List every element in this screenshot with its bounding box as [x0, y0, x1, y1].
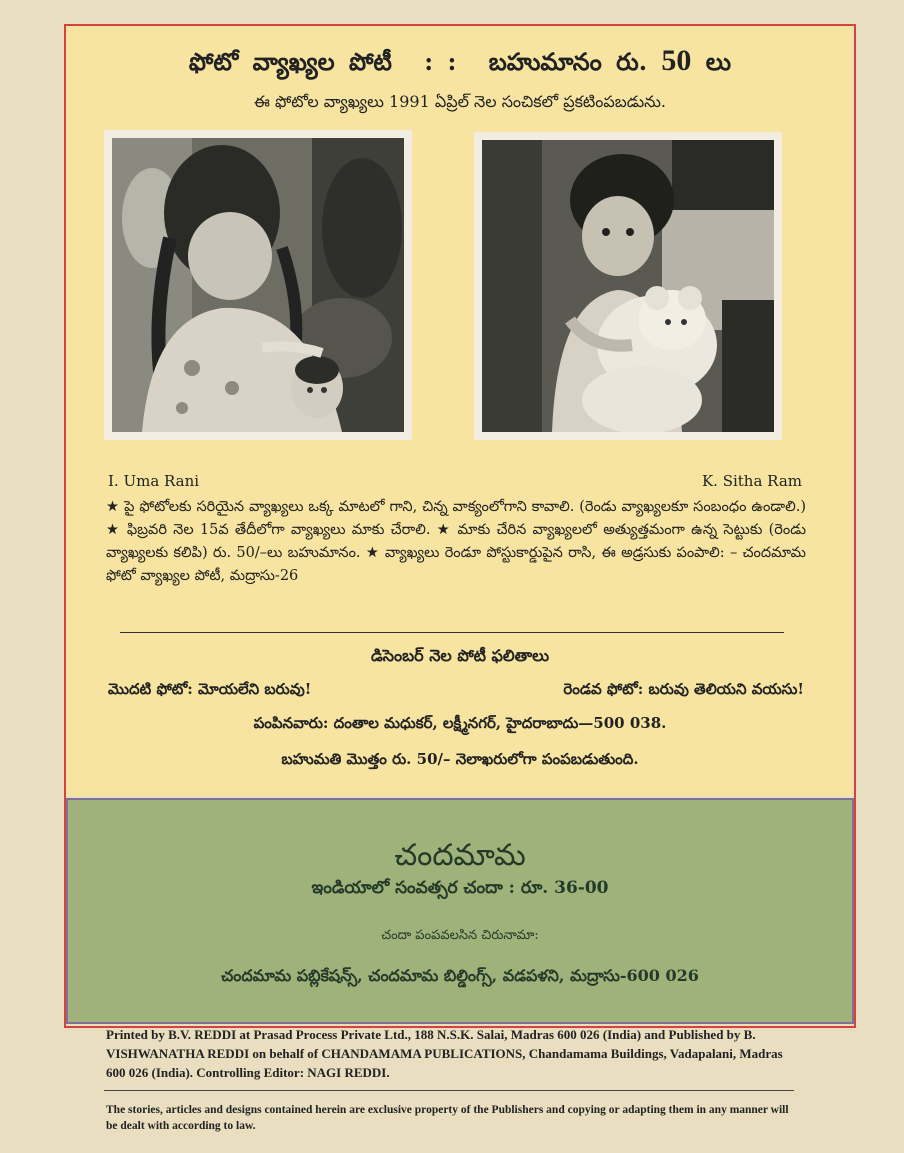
photo-girl-with-doll — [104, 130, 412, 440]
prize-label: బహుమానం రు. — [488, 47, 648, 76]
subscription-address: చందమామ పబ్లికేషన్స్, చందమామ బిల్డింగ్స్, వడపళని, మద్రాసు-600 026 — [221, 966, 699, 985]
address-label: చందా పంపవలసిన చిరునామా: — [381, 928, 539, 943]
header-separator: : : — [424, 47, 457, 76]
contest-header — [90, 44, 830, 82]
child-with-teddy-image — [482, 140, 774, 432]
prize-unit: లు — [705, 47, 732, 76]
right-photo-credit: K. Sitha Ram — [701, 472, 802, 490]
winner-sender: పంపినవారు: దంతాల మధుకర్, లక్ష్మీనగర్, హైదరాబాదు—500 038. — [253, 714, 667, 732]
prize-note: బహుమతి మొత్తం రు. 50/– నెలాఖరులోగా పంపబడుతుంది. — [281, 750, 639, 768]
girl-with-doll-image — [112, 138, 404, 432]
contest-subtitle: ఈ ఫోటోల వ్యాఖ్యలు 1991 ఏప్రిల్ నెల సంచికలో ప్రకటింపబడును. — [254, 92, 666, 111]
left-photo-credit: I. Uma Rani — [108, 472, 200, 490]
subscription-rate: ఇండియాలో సంవత్సర చందా : రూ. 36-00 — [311, 878, 609, 898]
copyright-disclaimer: The stories, articles and designs contained herein are exclusive property of the Publishers and copying or adapting them in any manner will be dealt with according to law. — [106, 1104, 789, 1132]
results-row — [108, 680, 804, 704]
divider — [120, 632, 784, 633]
prize-amount: 50 — [661, 44, 692, 77]
first-photo-result: మొదటి ఫోటో: మోయలేని బరువు! — [108, 680, 312, 698]
contest-title: ఫోటో వ్యాఖ్యల పోటీ — [188, 47, 392, 76]
contest-rules: ★ పై ఫోటోలకు సరియైన వ్యాఖ్యలు ఒక్క మాటలో గాని, చిన్న వాక్యంలోగాని కావాలి. (రెండు వ్యాఖ్యలకూ సంబంధం ఉండాలి.) ★ ఫిబ్రవరి నెల 15వ తేదీలోగా వ్యాఖ్యలు మాకు చేరాలి. ★ మాకు చేరిన వ్యాఖ్యలలో అత్యుత్తమంగా ఉన్న సెట్టుకు (రెండు వ్యాఖ్యలకు కలిపి) రు. 50/–లు బహుమానం. ★ వ్యాఖ్యలు రెండూ పోస్టుకార్డుపైన రాసి, ఈ అడ్రసుకు పంపాలి: – చందమామ ఫోటో వ్యాఖ్యల పోటీ, మద్రాసు-26 — [106, 499, 806, 584]
chandamama-brand: చందమామ — [394, 838, 526, 873]
results-title: డిసెంబర్ నెల పోటీ ఫలితాలు — [370, 646, 550, 665]
photo-child-with-teddy — [474, 132, 782, 440]
printer-imprint: Printed by B.V. REDDI at Prasad Process Private Ltd., 188 N.S.K. Salai, Madras 600 026 (India) and Published by B. VISHWANATHA REDDI on behalf of CHANDAMAMA PUBLICATIONS, Chandamama Buildings, Vadapalani, Madras 600 026 (India). Controlling Editor: NAGI REDDI. — [106, 1027, 783, 1080]
second-photo-result: రెండవ ఫోటో: బరువు తెలియని వయసు! — [563, 680, 804, 698]
footer-divider — [104, 1090, 794, 1091]
